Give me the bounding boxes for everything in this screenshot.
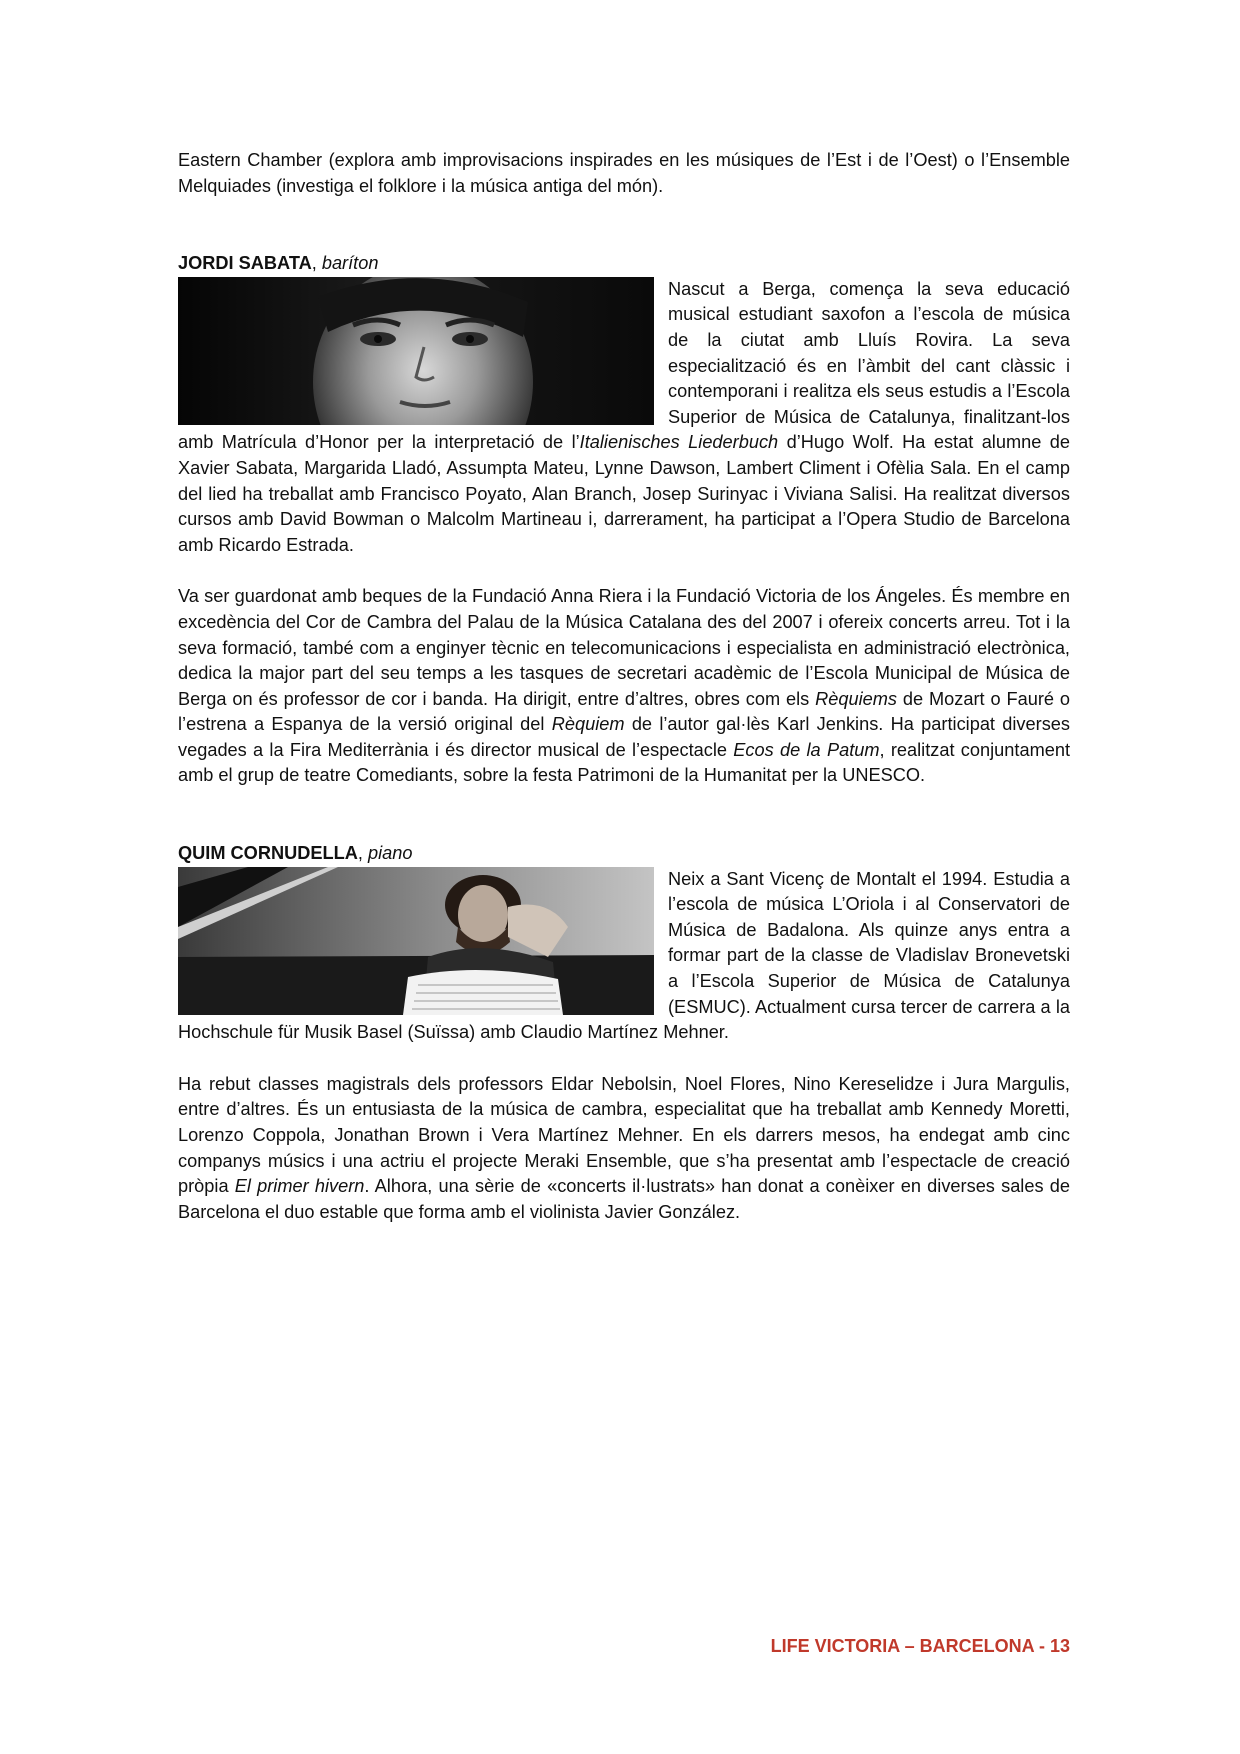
bio-role: piano [367,843,413,864]
intro-paragraph: Eastern Chamber (explora amb improvisacions inspirades en les músiques de l’Est i de l’Oest) o l’Ensemble Melquiades (investiga el folklore i la música antiga del món). [178,150,1070,196]
bio-section-quim [178,867,1070,1046]
heading-separator: , [357,843,368,864]
bio-text: , realitzat conjuntament amb el grup de teatre Comediants, sobre la festa Patrimoni de la Humanitat per la UNESCO. [178,739,1070,786]
document-body [178,148,1070,1225]
bio-text: . Alhora, una sèrie de «concerts il·lustrats» han donat a conèixer en diverses sales de Barcelona el duo estable que forma amb el violinista Javier González. [178,1176,1070,1222]
bio-section-jordi [178,277,1070,559]
pianist-photo [178,867,654,1015]
bio-text: Ha rebut classes magistrals dels professors Eldar Nebolsin, Noel Flores, Nino Kereselidze i Jura Margulis, entre d’altres. És un entusiasta de la música de cambra, especialitat que ha treballat amb Kennedy Moretti, Lorenzo Coppola, Jonathan Brown i Vera Martínez Mehner. En els darrers mesos, ha endegat amb cinc companys músics i una actriu el projecte Meraki Ensemble, que s’ha presentat amb l’espectacle de creació pròpia [178,1073,1070,1197]
work-title: Rèquiem [551,714,625,735]
heading-separator: , [311,253,322,274]
spacer [178,1046,1070,1072]
spacer [178,199,1070,251]
bio-text: Nascut a Berga, comença la seva educació musical estudiant saxofon a l’escola de música de la ciutat amb Lluís Rovira. La seva especialització és en l’àmbit del cant clàssic i contemporani i realitza els seus estudis a l’Escola Superior de Música de Catalunya, finalitzant-los amb Matrícula d’Honor per la interpretació de l’ [178,278,1070,453]
work-title: Ecos de la Patum [733,739,880,760]
bio-text: Va ser guardonat amb beques de la Fundació Anna Riera i la Fundació Victoria de los Ángeles. És membre en excedència del Cor de Cambra del Palau de la Música Catalana des del 2007 i ofereix concerts arreu. Tot i la seva formació, també com a enginyer tècnic en telecomunicacions i especialista en administració electrònica, dedica la major part del seu temps a les tasques de secretari acadèmic de l’Escola Municipal de Música de Berga on és professor de cor i banda. Ha dirigit, entre d’altres, obres com els [178,586,1070,709]
bio-paragraph: Neix a Sant Vicenç de Montalt el 1994. Estudia a l’escola de música L’Oriola i al Conservatori de Música de Badalona. Als quinze anys entra a formar part de la classe de Vladislav Bronevetski a l’Escola Superior de Música de Catalunya (ESMUC). Actualment cursa tercer de carrera a la Hochschule für Musik Basel (Suïssa) amb Claudio Martínez Mehner. [178,868,1070,1043]
bio-paragraph [178,584,1070,789]
bio-role: baríton [321,253,379,274]
bio-text: de l’autor gal·lès Karl Jenkins. Ha participat diverses vegades a la Fira Mediterrània i és director musical de l’espectacle [178,714,1070,760]
page-footer: LIFE VICTORIA – BARCELONA - 13 [770,1636,1070,1656]
spacer [178,558,1070,584]
bio-text: d’Hugo Wolf. Ha estat alumne de Xavier Sabata, Margarida Lladó, Assumpta Mateu, Lynne Dawson, Lambert Climent i Ofèlia Sala. En el camp del lied ha treballat amb Francisco Poyato, Alan Branch, Josep Surinyac i Viviana Salisi. Ha realitzat diversos cursos amb David Bowman o Malcolm Martineau i, darrerament, ha participat a l’Opera Studio de Barcelona amb Ricardo Estrada. [178,432,1070,555]
bio-text: de Mozart o Fauré o l’estrena a Espanya de la versió original del [178,688,1070,735]
spacer [178,789,1070,841]
work-title: Italienisches Liederbuch [579,432,779,453]
bio-heading-jordi [178,251,1070,277]
work-title: Rèquiems [815,688,898,709]
work-title: El primer hivern [234,1176,365,1197]
bio-paragraph [178,1072,1070,1226]
portrait-photo [178,277,654,425]
bio-heading-quim [178,841,1070,867]
bio-name: JORDI SABATA [178,253,312,274]
bio-name: QUIM CORNUDELLA [178,843,358,864]
